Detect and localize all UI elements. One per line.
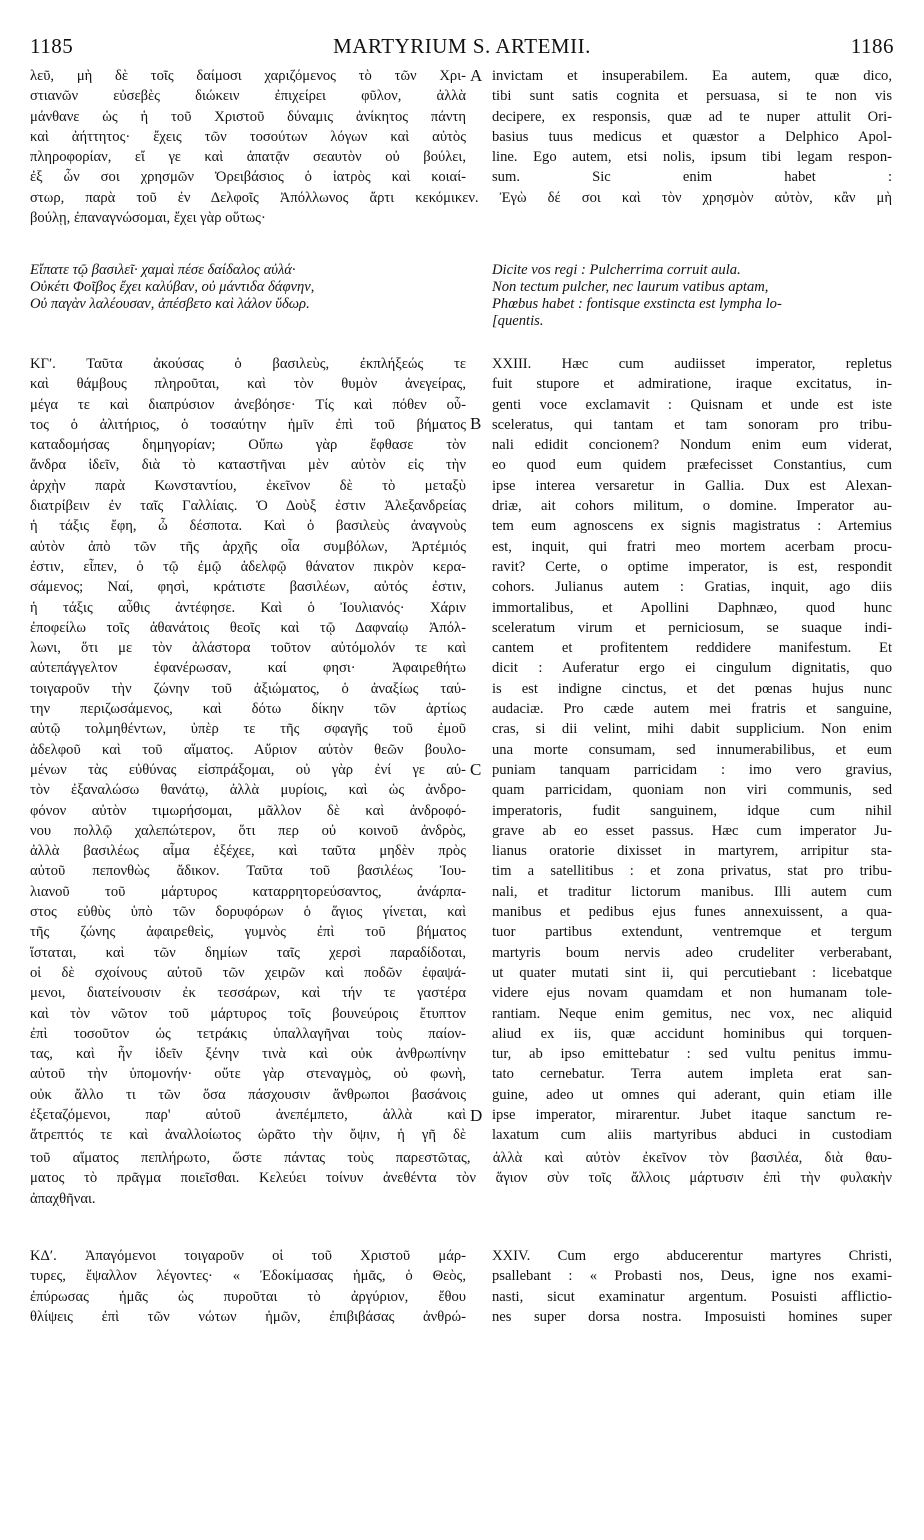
text-line: οἱ δὲ σχοίνους αὐτοῦ τῶν χειρῶν καὶ ποδῶν ἐφαψά- [30,964,466,981]
text-line: est, inquit, qui fratri meo mortem acerbam procu- [492,538,892,555]
text-line: στωρ, παρὰ τοῦ ἐν Δελφοῖς Ἀπόλλωνος ἄρτι κεκόμικεν. Ἐγὼ δέ σοι καὶ τὸν χρησμὸν αὐτὸν, κἂν μὴ [30,190,892,206]
greek-column-top [30,66,466,188]
text-line: ἐπύρωσας ἡμᾶς ὡς πυροῦται τὸ ἀργύριον, ἔθου [30,1288,466,1305]
text-line: tim a satellitibus : et zona privatus, stat pro tribu- [492,863,892,880]
text-line: tibi sunt satis cognita et persuasa, si te non vis [492,88,892,105]
text-line: cras, si dii velint, mihi dabit supplicium. Non enim [492,721,892,738]
text-line: line. Ego autem, etsi nolis, ipsum tibi legam respon- [492,149,892,166]
margin-marker-d: D [470,1106,483,1125]
text-line: λιανοῦ τοῦ μάρτυρος καταρρητορεύσαντος, ἀνάρπα- [30,883,466,900]
text-line: nasti, sicut examinatur argentum. Posuisti afflictio- [492,1288,892,1305]
text-line: ἐξεταζόμενοι, παρ' αὐτοῦ ἀνεπέμπετο, ἀλλὰ καὶ [30,1106,466,1123]
page-header [30,34,894,60]
text-line: tuor partibus extendunt, ventremque et tergum [492,924,892,941]
text-line: basius tuus medicus et quæstor a Delphico Apol- [492,128,892,145]
text-line: καὶ ἀήττητος· ἔχεις τῶν τοσούτων λόγων καὶ αὐτὸς [30,128,466,145]
margin-marker-a: A [470,66,483,85]
text-line: Οὐκέτι Φοῖβος ἔχει καλύβαν, οὐ μάντιδα δάφνην, [30,279,315,295]
text-line: ἡ τάξις αὖθις ἀντέφησε. Καὶ ὁ Ἰουλιανός· Χάριν [30,599,466,616]
text-line: ἀρχὴν παρὰ Κωνσταντίου, ἐκεῖνον δὲ τὸ μεταξὺ [30,477,466,494]
text-line: grave ab eo esset passus. Hæc cum imperator Ju- [492,822,892,839]
text-line: puniam tanquam parricidam : imo vero gravius, [492,761,892,778]
margin-marker-c: C [470,760,482,779]
latin-column-top [492,66,892,188]
text-line: ἄνδρα ἰδεῖν, διὰ τὸ καταστῆναι μὲν αὐτὸν εἰς τὴν [30,457,466,474]
text-line: XXIII. Hæc cum audiisset imperator, repletus [492,356,892,372]
page-number-right: 1186 [850,34,894,58]
text-line: τῆς ζώνης ἀφαιρεθεὶς, γυμνὸς ἐπὶ τοῦ βήματος [30,924,466,941]
text-line: λωνι, ὅτι με τὸν ἀλάστορα τοῦτον αὐτόμολόν τε καὶ [30,640,466,657]
page-number-left: 1185 [30,34,74,58]
text-line: ἀλλὰ βασιλέως αἷμα ἐξέχεε, καὶ ταῦτα μηδὲν πρὸς [30,843,466,860]
text-line: τοῦ αἵματος πεπλήρωτο, ὥστε πάντας τοὺς παρεστῶτας, ἀλλὰ καὶ αὐτὸν ἐκεῖνον τὸν βασιλέα, διὰ θαυ- [30,1150,892,1166]
text-line: βούλῃ, ἐπαναγνώσομαι, ἔχει γὰρ οὕτως· [30,210,266,227]
text-line: nali, et traditur lictorum manibus. Illi autem cum [492,883,892,900]
text-line: τοιγαροῦν τὴν ζώνην τοῦ ἀξιώματος, ὁ ἀναξίως ταύ- [30,680,466,697]
text-line: ἀπαχθῆναι. [30,1190,96,1207]
oracle-greek [30,262,466,313]
text-line: genti voce exclamavit : Quisnam et unde est iste [492,396,892,413]
text-line: αὐτὸν ἀπὸ τῶν τῆς ἀρχῆς οἷα συμβόλων, Ἀρτέμιός [30,538,466,555]
text-line: οὐκ ἄλλο τι τῶν ὅσα πάσχουσιν ἄνθρωποι βασάνοις [30,1086,466,1103]
text-line: ἵσταται, καὶ τῶν δημίων ταῖς χερσὶ παραδίδοται, [30,944,466,961]
text-line: is est indigne cinctus, et det pœnas hujus nunc [492,680,892,697]
latin-column-chapter-24 [492,1246,892,1327]
text-line: imperatoris, fudit sanguinem, idque cum nihil [492,802,892,819]
text-line: tur, ab ipso emittebatur : sed vultu penitus immu- [492,1046,892,1063]
text-line: nali edidit concionem? Nondum enim eum viderat, [492,437,892,454]
text-line: aliud ex iis, quæ accidunt hominibus qui torquen- [492,1025,892,1042]
text-line: guine, adeo ut omnes qui aderant, quin etiam ille [492,1086,892,1103]
text-line: cohors. Julianus autem : Gratias, inquit, ago diis [492,579,892,596]
text-line: sum. Sic enim habet : [492,169,892,186]
text-line: Phœbus habet : fontisque exstincta est lympha lo- [492,296,782,312]
text-line: ΚΓʹ. Ταῦτα ἀκούσας ὁ βασιλεὺς, ἐκπλήξεώς τε [30,356,466,372]
text-line: νου πολλῷ χαλεπώτερον, ὅτι περ οὐ κοινοῦ ἀνδρὸς, [30,822,466,839]
text-line: ut quater mutati sint ii, qui percutiebant : licebatque [492,964,892,981]
text-line: μένων τὰς εὐθύνας εἰσπράξομαι, οὐ γὰρ ἐνί γε αὐ- [30,761,466,778]
text-line: καταδομήσας δημηγορίαν; Οὔπω γὰρ ἔφθασε τὸν [30,437,466,454]
text-line: διατρίβειν ἐν ταῖς Γαλλίαις. Ὁ Δοὺξ ἐστιν Ἀλεξανδρείας [30,498,466,515]
text-line: lianus oratorie dixisset in martyrem, arripitur sta- [492,843,892,860]
text-line: αὐτοῦ τὴν ὑπομονήν· οὔτε γὰρ στεναγμὸς, οὐ φωνὴ, [30,1066,466,1083]
text-line: cantem et profitentem reddidere manifestum. Et [492,640,892,657]
text-line: πληροφορίαν, εἴ γε καὶ ἀπατᾷν σεαυτὸν οὐ βούλει, [30,149,466,166]
text-line: quam parricidam, quoniam non viri communis, sed [492,782,892,799]
text-line: ἡ τάξις ἔφη, ὦ δέσποτα. Καὶ ὁ βασιλεὺς ἀναγνοὺς [30,518,466,535]
text-line: θλίψεις ἐπὶ τῶν νώτων ἡμῶν, ἐπιβιβάσας ἀνθρώ- [30,1308,466,1325]
text-line: [quentis. [492,313,544,329]
text-line: τος ὁ ἀλιτήριος, ὁ τοσαύτην ἡμῖν ἐπὶ τοῦ βήματος [30,416,466,433]
text-line: videre ejus novam quamdam et non humanam tole- [492,985,892,1002]
text-line: eo quod eum quidem præfecisset Constantius, cum [492,457,892,474]
full-width-lines-1 [30,188,892,229]
text-line: fuit stupore et admiratione, iraque excitatus, in- [492,376,892,393]
text-line: ravit? Certe, o optime imperator, is est, respondit [492,558,892,575]
text-line: sceleratus, qui tantam et tam sonoram pro tribu- [492,416,892,433]
greek-column-chapter-24 [30,1246,466,1327]
text-line: στος εὐθὺς ὑπὸ τῶν δορυφόρων ὁ ἅγιος γίνεται, καὶ [30,904,466,921]
text-line: φόνον αὐτὸν τιμωρήσομαι, μᾶλλον δὲ καὶ ἀνδροφό- [30,802,466,819]
text-line: una morte consumam, sed innumerabilibus, et eum [492,741,892,758]
text-line: psallebant : « Probasti nos, Deus, igne nos exami- [492,1268,892,1285]
text-line: τὸν ἐξαναλώσω θανάτῳ, ἀλλὰ μυρίοις, καὶ ὡς ἀνδρο- [30,782,466,799]
text-line: καὶ τὸν νῶτον τοῦ μάρτυρος τοῖς βουνεύροις ἔτυπτον [30,1005,466,1022]
text-line: Οὐ παγὰν λαλέουσαν, ἀπέσβετο καὶ λάλον ὕδωρ. [30,296,310,312]
text-line: dicit : Auferatur ergo ei cingulum dignitatis, quo [492,660,892,677]
text-line: tato cernebatur. Terra autem impleta erat san- [492,1066,892,1083]
text-line: ματος τὸ πρᾶγμα ποιεῖσθαι. Κελεύει τοίνυν ἀνεθέντα τὸν ἅγιον σὺν τοῖς ἄλλοις μάρτυσιν ἐπὶ τὴν φυλακὴν [30,1170,892,1187]
text-line: ἐπὶ τοσοῦτον ὡς τετράκις ὑπαλλαγῆναι τοὺς παίον- [30,1025,466,1042]
text-line: λεῦ, μὴ δὲ τοῖς δαίμοσι χαριζόμενος τὸ τῶν Χρι- [30,68,466,84]
text-line: ΚΔʹ. Ἀπαγόμενοι τοιγαροῦν οἱ τοῦ Χριστοῦ μάρ- [30,1248,466,1264]
text-line: μέγα τε καὶ διαπρύσιον ἀνεβόησε· Τίς καὶ πόθεν οὗ- [30,396,466,413]
text-line: σάμενος; Ναί, φησὶ, κράτιστε βασιλέων, αὐτός ἐστιν, [30,579,466,596]
text-line: martyris boum nervis adeo crudeliter verberabant, [492,944,892,961]
latin-column-chapter-23 [492,354,892,1146]
text-line: ipse imperator, mirarentur. Jubet itaque sanctum re- [492,1106,892,1123]
text-line: ἐξ ὧν σοι χρησμῶν Ὀρειβάσιος ὁ ἰατρὸς καὶ κοιαί- [30,169,466,186]
greek-column-chapter-23 [30,354,466,1146]
oracle-latin [492,262,892,330]
text-line: Εἴπατε τῷ βασιλεῖ· χαμαὶ πέσε δαίδαλος αὐλά· [30,262,296,278]
text-line: tem eum agnoscens ex signis magistratus : Artemius [492,518,892,535]
running-title: MARTYRIUM S. ARTEMII. [333,34,591,58]
text-line: μάνθανε ὡς ἡ τοῦ Χριστοῦ δύναμις ἀνίκητος πάντη [30,108,466,125]
margin-marker-b: B [470,414,482,433]
text-line: immortalibus, et Apollini Daphnæo, quod hunc [492,599,892,616]
text-line: manibus et pedibus ejus funes annexuissent, a qua- [492,904,892,921]
text-line: τυρες, ἔψαλλον λέγοντες· « Ἐδοκίμασας ἡμᾶς, ὁ Θεὸς, [30,1268,466,1285]
text-line: ἄτρεπτός τε καὶ ἀναλλοίωτος ὡρᾶτο τὴν ὄψιν, ἡ γῆ δὲ [30,1127,466,1144]
text-line: laxatum cum aliis martyribus abduci in custodiam [492,1127,892,1144]
text-line: καὶ θάμβους πληροῦται, καὶ τὸν θυμὸν ἀνεγείρας, [30,376,466,393]
text-line: Non tectum pulcher, nec laurum vatibus aptam, [492,279,769,295]
text-line: invictam et insuperabilem. Ea autem, quæ dico, [492,68,892,84]
text-line: αὐτῷ τολμηθέντων, ὑπὲρ τε τῆς σφαγῆς τοῦ ἐμοῦ [30,721,466,738]
text-line: XXIV. Cum ergo abducerentur martyres Christi, [492,1248,892,1264]
text-line: rantiam. Neque enim gemitus, nec vox, nec aliquid [492,1005,892,1022]
text-line: την περιζωσάμενος, καὶ δότω δίκην τῶν ἀρτίως [30,701,466,718]
text-line: Dicite vos regi : Pulcherrima corruit aula. [492,262,741,278]
text-line: αὐτοῦ πεπονθὼς ἄδικον. Ταῦτα τοῦ βασιλέως Ἰου- [30,863,466,880]
text-line: μενοι, διατείνουσιν ἐκ τεσσάρων, καὶ τήν τε γαστέρα [30,985,466,1002]
full-width-lines-2 [30,1148,892,1209]
text-line: στιανῶν εὐσεβὲς διώκειν ἐπιχείρει φῦλον, ἀλλὰ [30,88,466,105]
text-line: driæ, ait cohors militum, o domine. Imperator au- [492,498,892,515]
text-line: ipse interea versaretur in Gallia. Dux est Alexan- [492,477,892,494]
text-line: nes super dorsa nostra. Imposuisti homines super [492,1308,892,1325]
text-line: ἀδελφοῦ καὶ τοῦ αἵματος. Αὔριον αὐτὸν θεῶν βουλο- [30,741,466,758]
text-line: ἐποφείλω τοῖς ἀθανάτοις θεοῖς καὶ τῷ Δαφναίῳ Ἀπόλ- [30,619,466,636]
text-line: ἐστιν, εἶπεν, ὁ τῷ ἐμῷ ἀδελφῷ θάνατον πικρὸν κερα- [30,558,466,575]
text-line: decipere, ex responsis, quæ ad te nuper attulit Ori- [492,108,892,125]
text-line: audaciæ. Pro cæde autem mei fratris et sanguine, [492,701,892,718]
text-line: αὐτεπάγγελτον ἐφανέρωσαν, καί φησι· Ἀφαιρεθήτω [30,660,466,677]
text-line: τας, καὶ ἦν ἰδεῖν ξένην τινὰ καὶ οὐκ ἀνθρωπίνην [30,1046,466,1063]
text-line: sceleratum virum et perniciosum, se suaque indi- [492,619,892,636]
